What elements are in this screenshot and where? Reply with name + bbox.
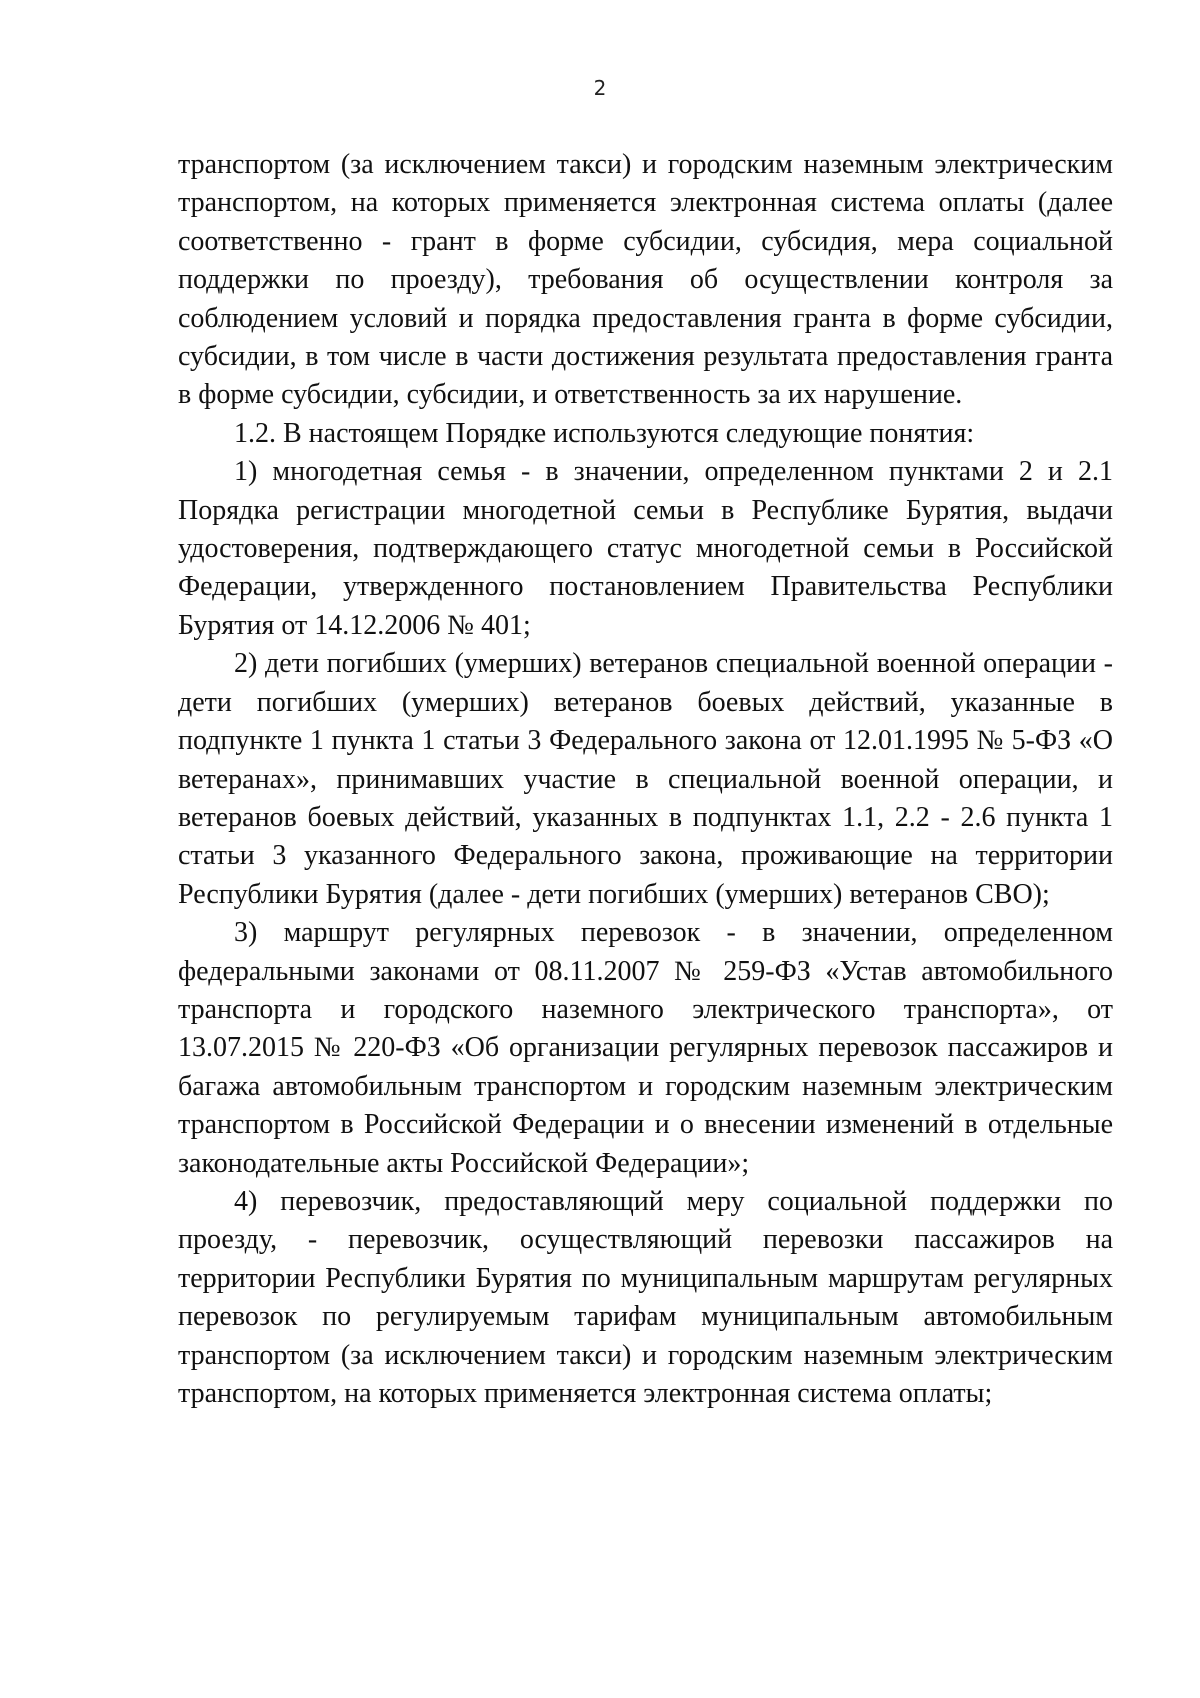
paragraph-item-3: 3) маршрут регулярных перевозок - в значении, определенном федеральными законами от 08.11.2007 № 259-ФЗ «Устав автомобильного транспорта и городского наземного электрического транспорта», от 13.07.2015 № 220-ФЗ «Об организации регулярных перевозок пассажиров и багажа автомобильным транспортом и городским наземным электрическим транспортом в Российской Федерации и о внесении изменений в отдельные законодательные акты Российской Федерации»; (178, 917, 1113, 1179)
document-body (178, 146, 1113, 1413)
paragraph-item-2: 2) дети погибших (умерших) ветеранов специальной военной операции - дети погибших (умерших) ветеранов боевых действий, указанные в подпункте 1 пункта 1 статьи 3 Федерального закона от 12.01.1995 № 5-ФЗ «О ветеранах», принимавших участие в специальной военной операции, и ветеранов боевых действий, указанных в подпунктах 1.1, 2.2 - 2.6 пункта 1 статьи 3 указанного Федерального закона, проживающие на территории Республики Бурятия (далее - дети погибших (умерших) ветеранов СВО); (178, 648, 1113, 910)
paragraph-item-4: 4) перевозчик, предоставляющий меру социальной поддержки по проезду, - перевозчик, осуществляющий перевозки пассажиров на территории Республики Бурятия по муниципальным маршрутам регулярных перевозок по регулируемым тарифам муниципальным автомобильным транспортом (за исключением такси) и городским наземным электрическим транспортом, на которых применяется электронная система оплаты; (178, 1185, 1113, 1409)
page-number: 2 (593, 76, 607, 100)
paragraph-item-1: 1) многодетная семья - в значении, определенном пунктами 2 и 2.1 Порядка регистрации многодетной семьи в Республике Бурятия, выдачи удостоверения, подтверждающего статус многодетной семьи в Российской Федерации, утвержденного постановлением Правительства Республики Бурятия от 14.12.2006 № 401; (178, 456, 1113, 641)
paragraph-section-1-2: 1.2. В настоящем Порядке используются следующие понятия: (234, 417, 975, 449)
paragraph-continuation: транспортом (за исключением такси) и городским наземным электрическим транспортом, на которых применяется электронная система оплаты (далее соответственно - грант в форме субсидии, субсидия, мера социальной поддержки по проезду), требования об осуществлении контроля за соблюдением условий и порядка предоставления гранта в форме субсидии, субсидии, в том числе в части достижения результата предоставления гранта в форме субсидии, субсидии, и ответственность за их нарушение. (178, 149, 1113, 411)
